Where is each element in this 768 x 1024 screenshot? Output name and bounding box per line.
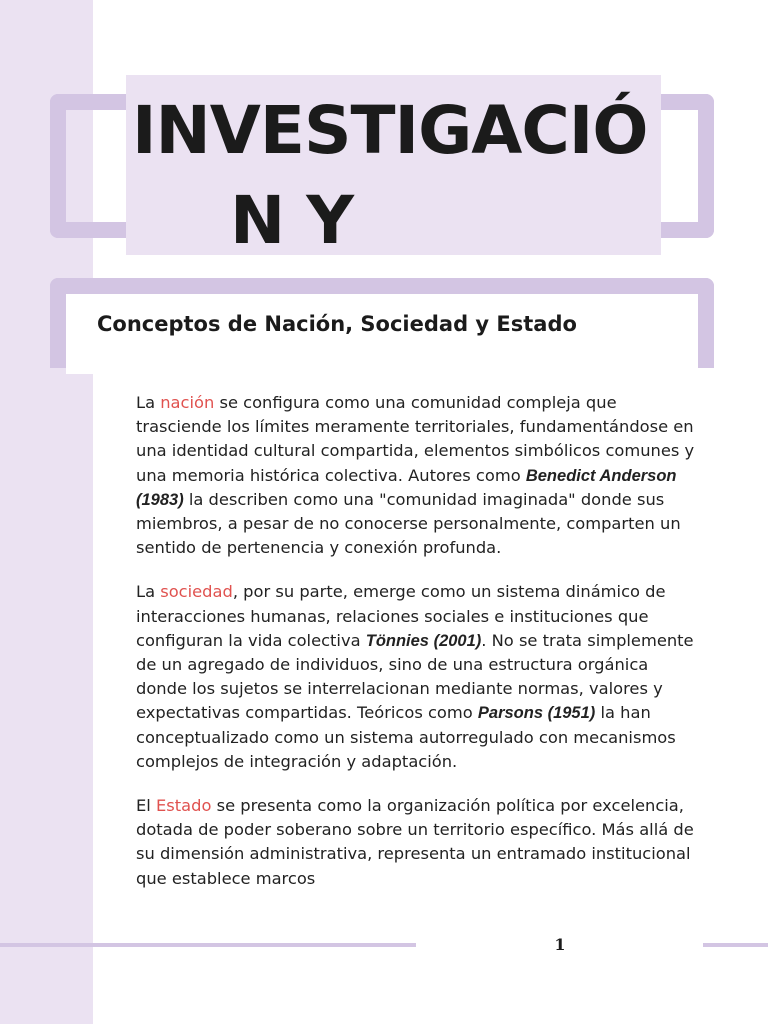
title-bracket-left	[50, 94, 132, 238]
paragraph-text: , por su parte, emerge como un sistema dinámico de interacciones humanas, relaciones sociales e instituciones que configuran la vida colectiva	[136, 582, 666, 650]
paragraph-lead: La	[136, 582, 161, 602]
paragraph-sociedad	[136, 580, 696, 774]
citation-tonnies: Tönnies (2001)	[365, 631, 482, 650]
footer-area	[0, 947, 768, 1024]
page-title	[126, 86, 661, 266]
paragraph-estado	[136, 794, 696, 891]
body-text	[136, 391, 696, 891]
highlight-term-estado: Estado	[156, 796, 212, 816]
footer-rule-left	[0, 943, 416, 947]
title-line-2: N Y	[230, 182, 354, 259]
section-subtitle: Conceptos de Nación, Sociedad y Estado	[97, 312, 577, 336]
highlight-term-nacion: nación	[160, 393, 215, 412]
paragraph-text: la han conceptualizado como un sistema autorregulado con mecanismos complejos de integración y adaptación.	[136, 703, 676, 771]
paragraph-text: . No se trata simplemente de un agregado de individuos, sino de una estructura orgánica donde los sujetos se interrelacionan mediante normas, valores y expectativas compartidas. Teóricos como	[136, 630, 694, 723]
citation-parsons: Parsons (1951)	[477, 704, 596, 723]
highlight-term-sociedad: sociedad	[160, 582, 233, 602]
footer-rule-right	[703, 943, 768, 947]
paragraph-text: se presenta como la organización política por excelencia, dotada de poder soberano sobre un territorio específico. Más allá de su dimensión administrativa, representa un entramado institucional que establece marcos	[136, 796, 694, 888]
title-line-1: INVESTIGACIÓ	[132, 92, 648, 169]
page-number: 1	[554, 935, 566, 954]
paragraph-nacion	[136, 391, 696, 560]
paragraph-lead: El	[136, 796, 156, 816]
paragraph-text: la describen como una "comunidad imaginada" donde sus miembros, a pesar de no conocerse personalmente, comparten un sentido de pertenencia y conexión profunda.	[136, 489, 681, 558]
paragraph-text: se configura como una comunidad compleja que trasciende los límites meramente territoriales, fundamentándose en una identidad cultural compartida, elementos simbólicos comunes y una memoria histórica colectiva. Autores como	[136, 393, 695, 485]
citation-anderson: Benedict Anderson (1983)	[136, 466, 677, 509]
title-bracket-right	[656, 94, 714, 238]
paragraph-lead: La	[136, 393, 161, 412]
